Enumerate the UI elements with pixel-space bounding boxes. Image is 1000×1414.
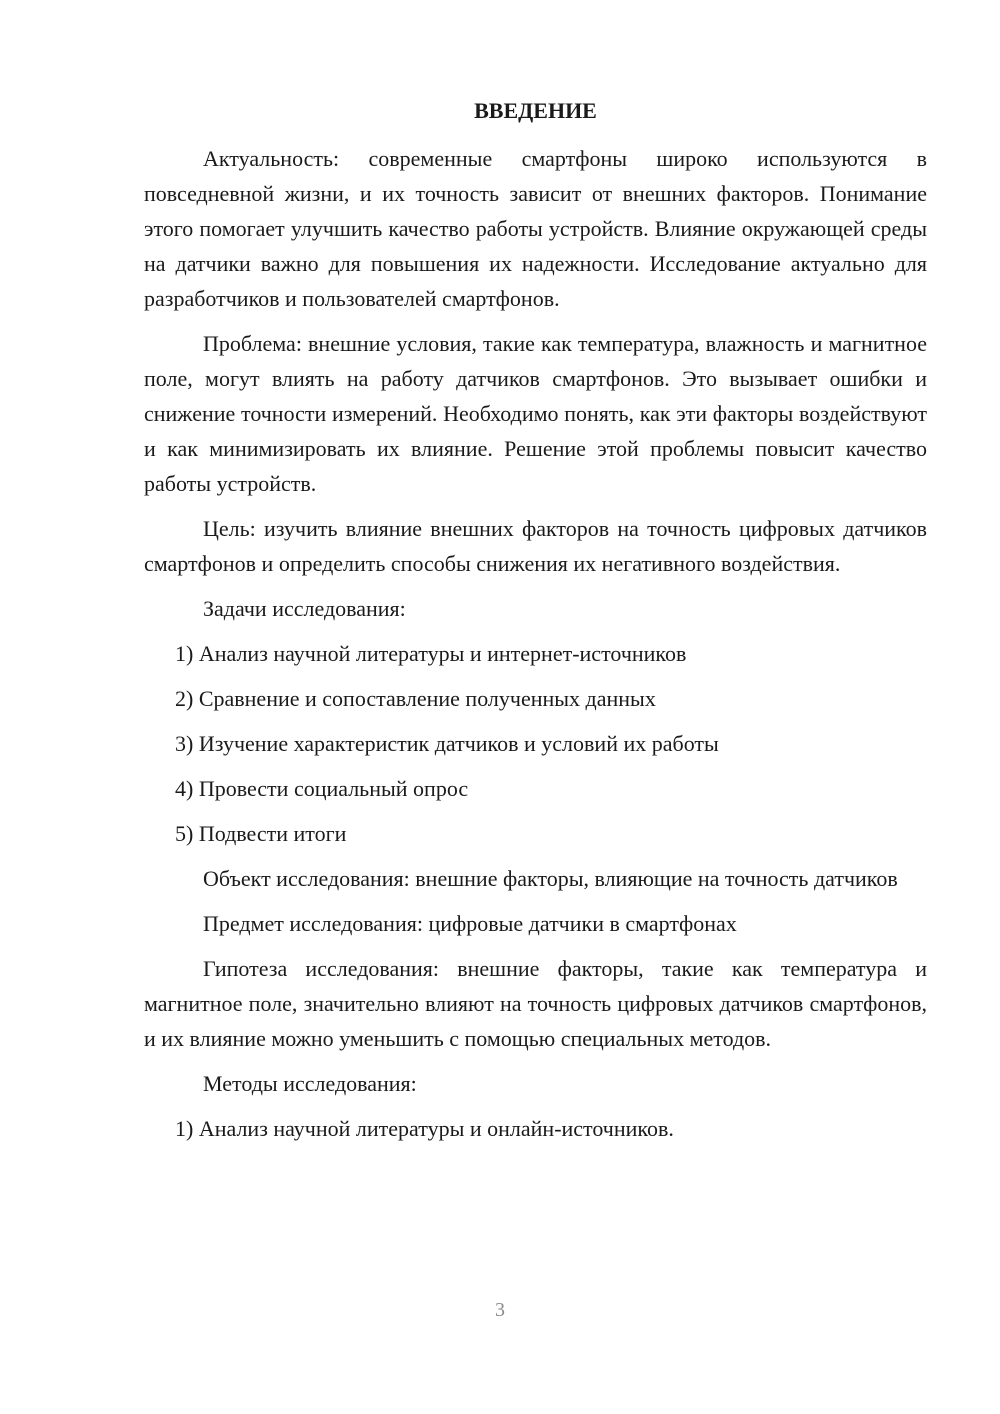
task-item: 4) Провести социальный опрос — [175, 776, 469, 801]
document-body — [144, 141, 927, 1156]
tasks-heading: Задачи исследования: — [203, 596, 406, 621]
relevance-paragraph: Актуальность: современные смартфоны широко используются в повседневной жизни, и их точность зависит от внешних факторов. Понимание этого помогает улучшить качество работы устройств. Влияние окружающей среды на датчики важно для повышения их надежности. Исследование актуально для разработчиков и пользователей смартфонов. — [144, 146, 927, 311]
task-item: 3) Изучение характеристик датчиков и условий их работы — [175, 731, 719, 756]
hypothesis-paragraph: Гипотеза исследования: внешние факторы, такие как температура и магнитное поле, значительно влияют на точность цифровых датчиков смартфонов, и их влияние можно уменьшить с помощью специальных методов. — [144, 956, 927, 1051]
page-number: 3 — [495, 1299, 505, 1321]
methods-heading: Методы исследования: — [203, 1071, 417, 1096]
goal-paragraph: Цель: изучить влияние внешних факторов на точность цифровых датчиков смартфонов и определить способы снижения их негативного воздействия. — [144, 516, 927, 576]
object-paragraph: Объект исследования: внешние факторы, влияющие на точность датчиков — [203, 866, 898, 891]
subject-paragraph: Предмет исследования: цифровые датчики в смартфонах — [203, 911, 737, 936]
tasks-list — [144, 636, 927, 851]
method-item: 1) Анализ научной литературы и онлайн-источников. — [175, 1116, 674, 1141]
problem-paragraph: Проблема: внешние условия, такие как температура, влажность и магнитное поле, могут влиять на работу датчиков смартфонов. Это вызывает ошибки и снижение точности измерений. Необходимо понять, как эти факторы воздействуют и как минимизировать их влияние. Решение этой проблемы повысит качество работы устройств. — [144, 331, 927, 496]
task-item: 2) Сравнение и сопоставление полученных данных — [175, 686, 656, 711]
methods-list — [144, 1111, 927, 1146]
task-item: 5) Подвести итоги — [175, 821, 347, 846]
section-title: ВВЕДЕНИЕ — [474, 98, 597, 123]
task-item: 1) Анализ научной литературы и интернет-источников — [175, 641, 687, 666]
